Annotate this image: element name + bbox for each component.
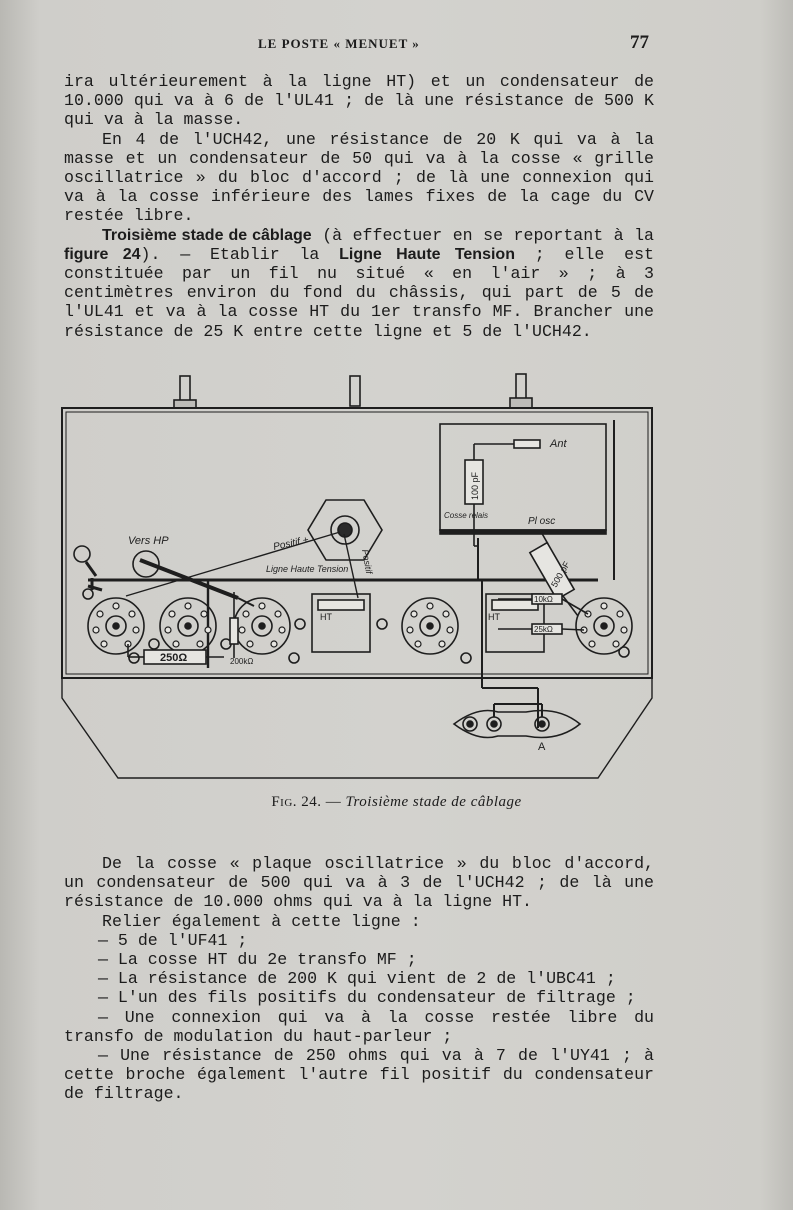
paragraph-3	[64, 226, 654, 341]
caption-label: Fig. 24.	[271, 794, 322, 810]
label-ant: Ant	[550, 438, 567, 450]
list-item: — 5 de l'UF41 ;	[98, 930, 248, 950]
label-positif-right: Positif	[360, 548, 375, 575]
list-item: — La cosse HT du 2e transfo MF ;	[98, 950, 417, 970]
label-vers-hp: Vers HP	[128, 535, 169, 547]
antenna-terminal	[514, 440, 540, 448]
shaft-left-base	[174, 400, 196, 408]
label-positif: Positif +	[272, 534, 310, 553]
label-200k: 200kΩ	[230, 657, 254, 666]
p3-text-3: ; elle est constituée par un fil nu situé « en l'air » ; à 3 centimètres environ du fond du châssis, qui part de 5 de l'UL41 et va à la cosse HT du 1er transfo MF. Brancher une résistance de 25 K entre cette ligne et 5 de l'UCH42.	[64, 244, 654, 341]
chassis-front	[62, 678, 652, 778]
caption-title: Troisième stade de câblage	[345, 794, 522, 810]
resistor-200k	[230, 618, 238, 644]
label-ht-left: HT	[320, 612, 332, 622]
paragraph-2: En 4 de l'UCH42, une résistance de 20 K qui va à la masse et un condensateur de 50 qui va à la cosse « grille oscillatrice » du bloc d'accord ; de là une connexion qui va à la cosse inférieure des lames fixes de la cage du CV restée libre.	[64, 129, 654, 226]
wiring-figure	[58, 368, 658, 788]
list-item: — Une résistance de 250 ohms qui va à 7 de l'UY41 ; à cette broche également l'autre fil positif du condensateur de filtrage.	[64, 1046, 654, 1104]
lower-paragraph-1: De la cosse « plaque oscillatrice » du bloc d'accord, un condensateur de 500 qui va à 3 de l'UCH42 ; de là une résistance de 10.000 ohms qui va à la ligne HT.	[64, 854, 654, 912]
list-item: — Une connexion qui va à la cosse restée libre du transfo de modulation du haut-parleur ;	[64, 1007, 654, 1046]
list-item: — La résistance de 200 K qui vient de 2 de l'UBC41 ;	[98, 969, 616, 989]
shaft-middle	[350, 376, 360, 406]
label-pl-osc: Pl osc	[528, 516, 556, 527]
p3-text-2: ). — Etablir la	[140, 244, 340, 264]
running-head	[0, 34, 793, 54]
figure-caption	[0, 794, 793, 811]
label-ht-right: HT	[488, 612, 500, 622]
label-25k: 25kΩ	[534, 625, 553, 634]
ligne-ht-term: Ligne Haute Tension	[339, 245, 515, 263]
p3-text-1: (à effectuer en se reportant à la	[311, 225, 655, 245]
wiring-diagram	[58, 368, 658, 788]
label-plug-a: A	[538, 741, 546, 753]
tuning-block-base	[440, 530, 606, 534]
label-500pf: 500 pF	[549, 559, 572, 589]
figure-reference: figure 24	[64, 245, 141, 263]
upper-text	[64, 72, 654, 341]
shaft-right-base	[510, 398, 532, 408]
shaft-left	[180, 376, 190, 402]
section-heading: Troisième stade de câblage	[102, 226, 312, 244]
running-title: LE POSTE « MENUET »	[258, 36, 420, 51]
label-100pf: 100 pF	[470, 471, 480, 500]
label-cosse-relais: Cosse relais	[444, 511, 489, 520]
paragraph-1: ira ultérieurement à la ligne HT) et un condensateur de 10.000 qui va à 6 de l'UL41 ; de là une résistance de 500 K qui va à la masse.	[64, 72, 654, 130]
caption-dash: —	[321, 794, 346, 810]
lower-paragraph-2: Relier également à cette ligne :	[102, 911, 421, 931]
list-item: — L'un des fils positifs du condensateur de filtrage ;	[98, 988, 636, 1008]
shaft-right	[516, 374, 526, 400]
page-number: 77	[630, 32, 649, 53]
label-250: 250Ω	[160, 652, 188, 664]
lower-text	[64, 854, 654, 1104]
label-10k: 10kΩ	[534, 595, 553, 604]
label-ligne-ht: Ligne Haute Tension	[266, 564, 349, 574]
left-eyelet	[74, 546, 90, 562]
